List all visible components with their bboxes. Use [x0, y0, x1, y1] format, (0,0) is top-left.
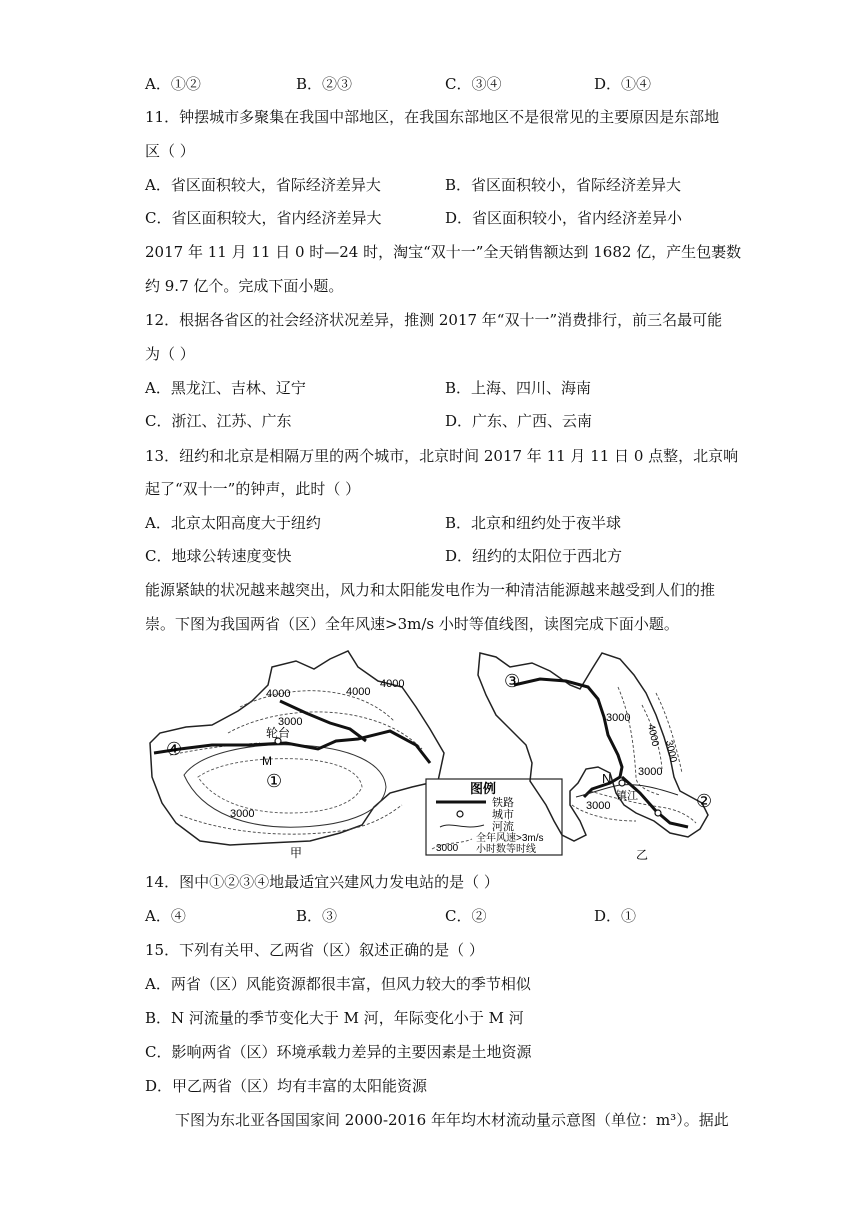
- q12-option-a: A．黑龙江、吉林、辽宁: [145, 379, 306, 397]
- right-label-3000-vertical: 3000: [663, 739, 679, 764]
- q12-stem-line-2: 为（ ）: [145, 345, 195, 363]
- q13-option-a: A．北京太阳高度大于纽约: [145, 514, 321, 532]
- zhenjiang-city-marker: [619, 780, 625, 786]
- left-label-site-4: ④: [166, 739, 183, 759]
- material-1-line-1: 2017 年 11 月 11 日 0 时—24 时，淘宝“双十一”全天销售额达到 1682 亿，产生包裹数: [145, 243, 742, 261]
- basin-contour-1: [184, 745, 386, 827]
- left-label-4000-b: 4000: [346, 686, 371, 698]
- material-3-line-1: 下图为东北亚各国国家间 2000-2016 年年均木材流动量示意图（单位：m³）。据此: [175, 1111, 729, 1129]
- q13-stem-line-1: 13．纽约和北京是相隔万里的两个城市，北京时间 2017 年 11 月 11 日 0 点整，北京响: [145, 447, 739, 465]
- q10-option-a: A．①②: [145, 75, 201, 93]
- q14-stem: 14．图中①②③④地最适宜兴建风力发电站的是（ ）: [145, 873, 499, 891]
- left-label-site-1: ①: [266, 771, 283, 791]
- q14-option-d: D．①: [594, 907, 637, 925]
- right-label-3000-a: 3000: [606, 712, 631, 724]
- left-label-3000-b: 3000: [230, 808, 255, 820]
- legend-title: 图例: [470, 781, 497, 796]
- q11-option-c: C．省区面积较大，省内经济差异大: [145, 209, 382, 227]
- q11-option-d: D．省区面积较小，省内经济差异小: [445, 209, 683, 227]
- q13-option-b: B．北京和纽约处于夜半球: [445, 514, 622, 532]
- right-city-marker-2: [655, 810, 661, 816]
- material-2-line-2: 崇。下图为我国两省（区）全年风速>3m/s 小时等值线图，读图完成下面小题。: [145, 615, 679, 633]
- q14-option-a: A．④: [145, 907, 186, 925]
- right-map-caption: 乙: [636, 848, 649, 862]
- q13-option-c: C．地球公转速度变快: [145, 547, 292, 565]
- q12-stem-line-1: 12．根据各省区的社会经济状况差异，推测 2017 年“双十一”消费排行，前三名最可能: [145, 311, 723, 329]
- map-legend: [426, 779, 562, 855]
- q11-stem-line-1: 11．钟摆城市多聚集在我国中部地区，在我国东部地区不是很常见的主要原因是东部地: [145, 108, 720, 126]
- q15-option-b: B．N 河流量的季节变化大于 M 河，年际变化小于 M 河: [145, 1009, 524, 1027]
- isoline-3000-south: [180, 805, 402, 834]
- legend-river-label: 河流: [492, 821, 514, 833]
- q13-stem-line-2: 起了“双十一”的钟声，此时（ ）: [145, 480, 361, 498]
- q12-option-d: D．广东、广西、云南: [445, 412, 593, 430]
- q12-option-c: C．浙江、江苏、广东: [145, 412, 292, 430]
- q13-option-d: D．纽约的太阳位于西北方: [445, 547, 623, 565]
- left-map-caption: 甲: [290, 846, 303, 860]
- legend-isoline-value: 3000: [436, 843, 459, 854]
- left-region-map: [150, 651, 444, 860]
- q15-option-a: A．两省（区）风能资源都很丰富，但风力较大的季节相似: [145, 975, 531, 993]
- wind-hours-map-figure: [140, 645, 720, 865]
- legend-city-symbol: [457, 811, 463, 817]
- q14-option-b: B．③: [296, 907, 338, 925]
- q10-option-c: C．③④: [445, 75, 502, 93]
- q10-option-b: B．②③: [296, 75, 353, 93]
- right-label-3000-b: 3000: [638, 766, 663, 778]
- right-label-4000: 4000: [645, 723, 661, 748]
- right-label-site-3: ③: [504, 671, 521, 691]
- q11-option-a: A．省区面积较大，省际经济差异大: [145, 176, 381, 194]
- right-label-site-2: ②: [696, 791, 713, 811]
- q15-stem: 15．下列有关甲、乙两省（区）叙述正确的是（ ）: [145, 941, 484, 959]
- legend-railway-label: 铁路: [492, 797, 514, 809]
- right-label-zhenjiang: 镇江: [616, 790, 638, 802]
- q14-option-c: C．②: [445, 907, 487, 925]
- legend-city-label: 城市: [492, 809, 514, 821]
- right-label-n-river: N: [602, 771, 612, 786]
- left-label-3000-a: 3000: [278, 716, 303, 728]
- q12-option-b: B．上海、四川、海南: [445, 379, 592, 397]
- q11-option-b: B．省区面积较小，省际经济差异大: [445, 176, 682, 194]
- left-label-m-river: M: [262, 754, 272, 768]
- q11-stem-line-2: 区（ ）: [145, 142, 195, 160]
- left-label-4000-c: 4000: [380, 678, 405, 690]
- left-railway: [154, 731, 430, 763]
- q15-option-d: D．甲乙两省（区）均有丰富的太阳能资源: [145, 1077, 428, 1095]
- legend-isoline-label-1: 全年风速>3m/s: [476, 833, 544, 844]
- luntai-city-label: 轮台: [266, 726, 291, 740]
- material-2-line-1: 能源紧缺的状况越来越突出，风力和太阳能发电作为一种清洁能源越来越受到人们的推: [145, 581, 716, 599]
- left-label-4000-a: 4000: [266, 688, 291, 700]
- right-label-3000-c: 3000: [586, 800, 611, 812]
- legend-isoline-label-2: 小时数等时线: [476, 844, 536, 855]
- q10-option-d: D．①④: [594, 75, 652, 93]
- q15-option-c: C．影响两省（区）环境承载力差异的主要因素是土地资源: [145, 1043, 532, 1061]
- material-1-line-2: 约 9.7 亿个。完成下面小题。: [145, 277, 344, 295]
